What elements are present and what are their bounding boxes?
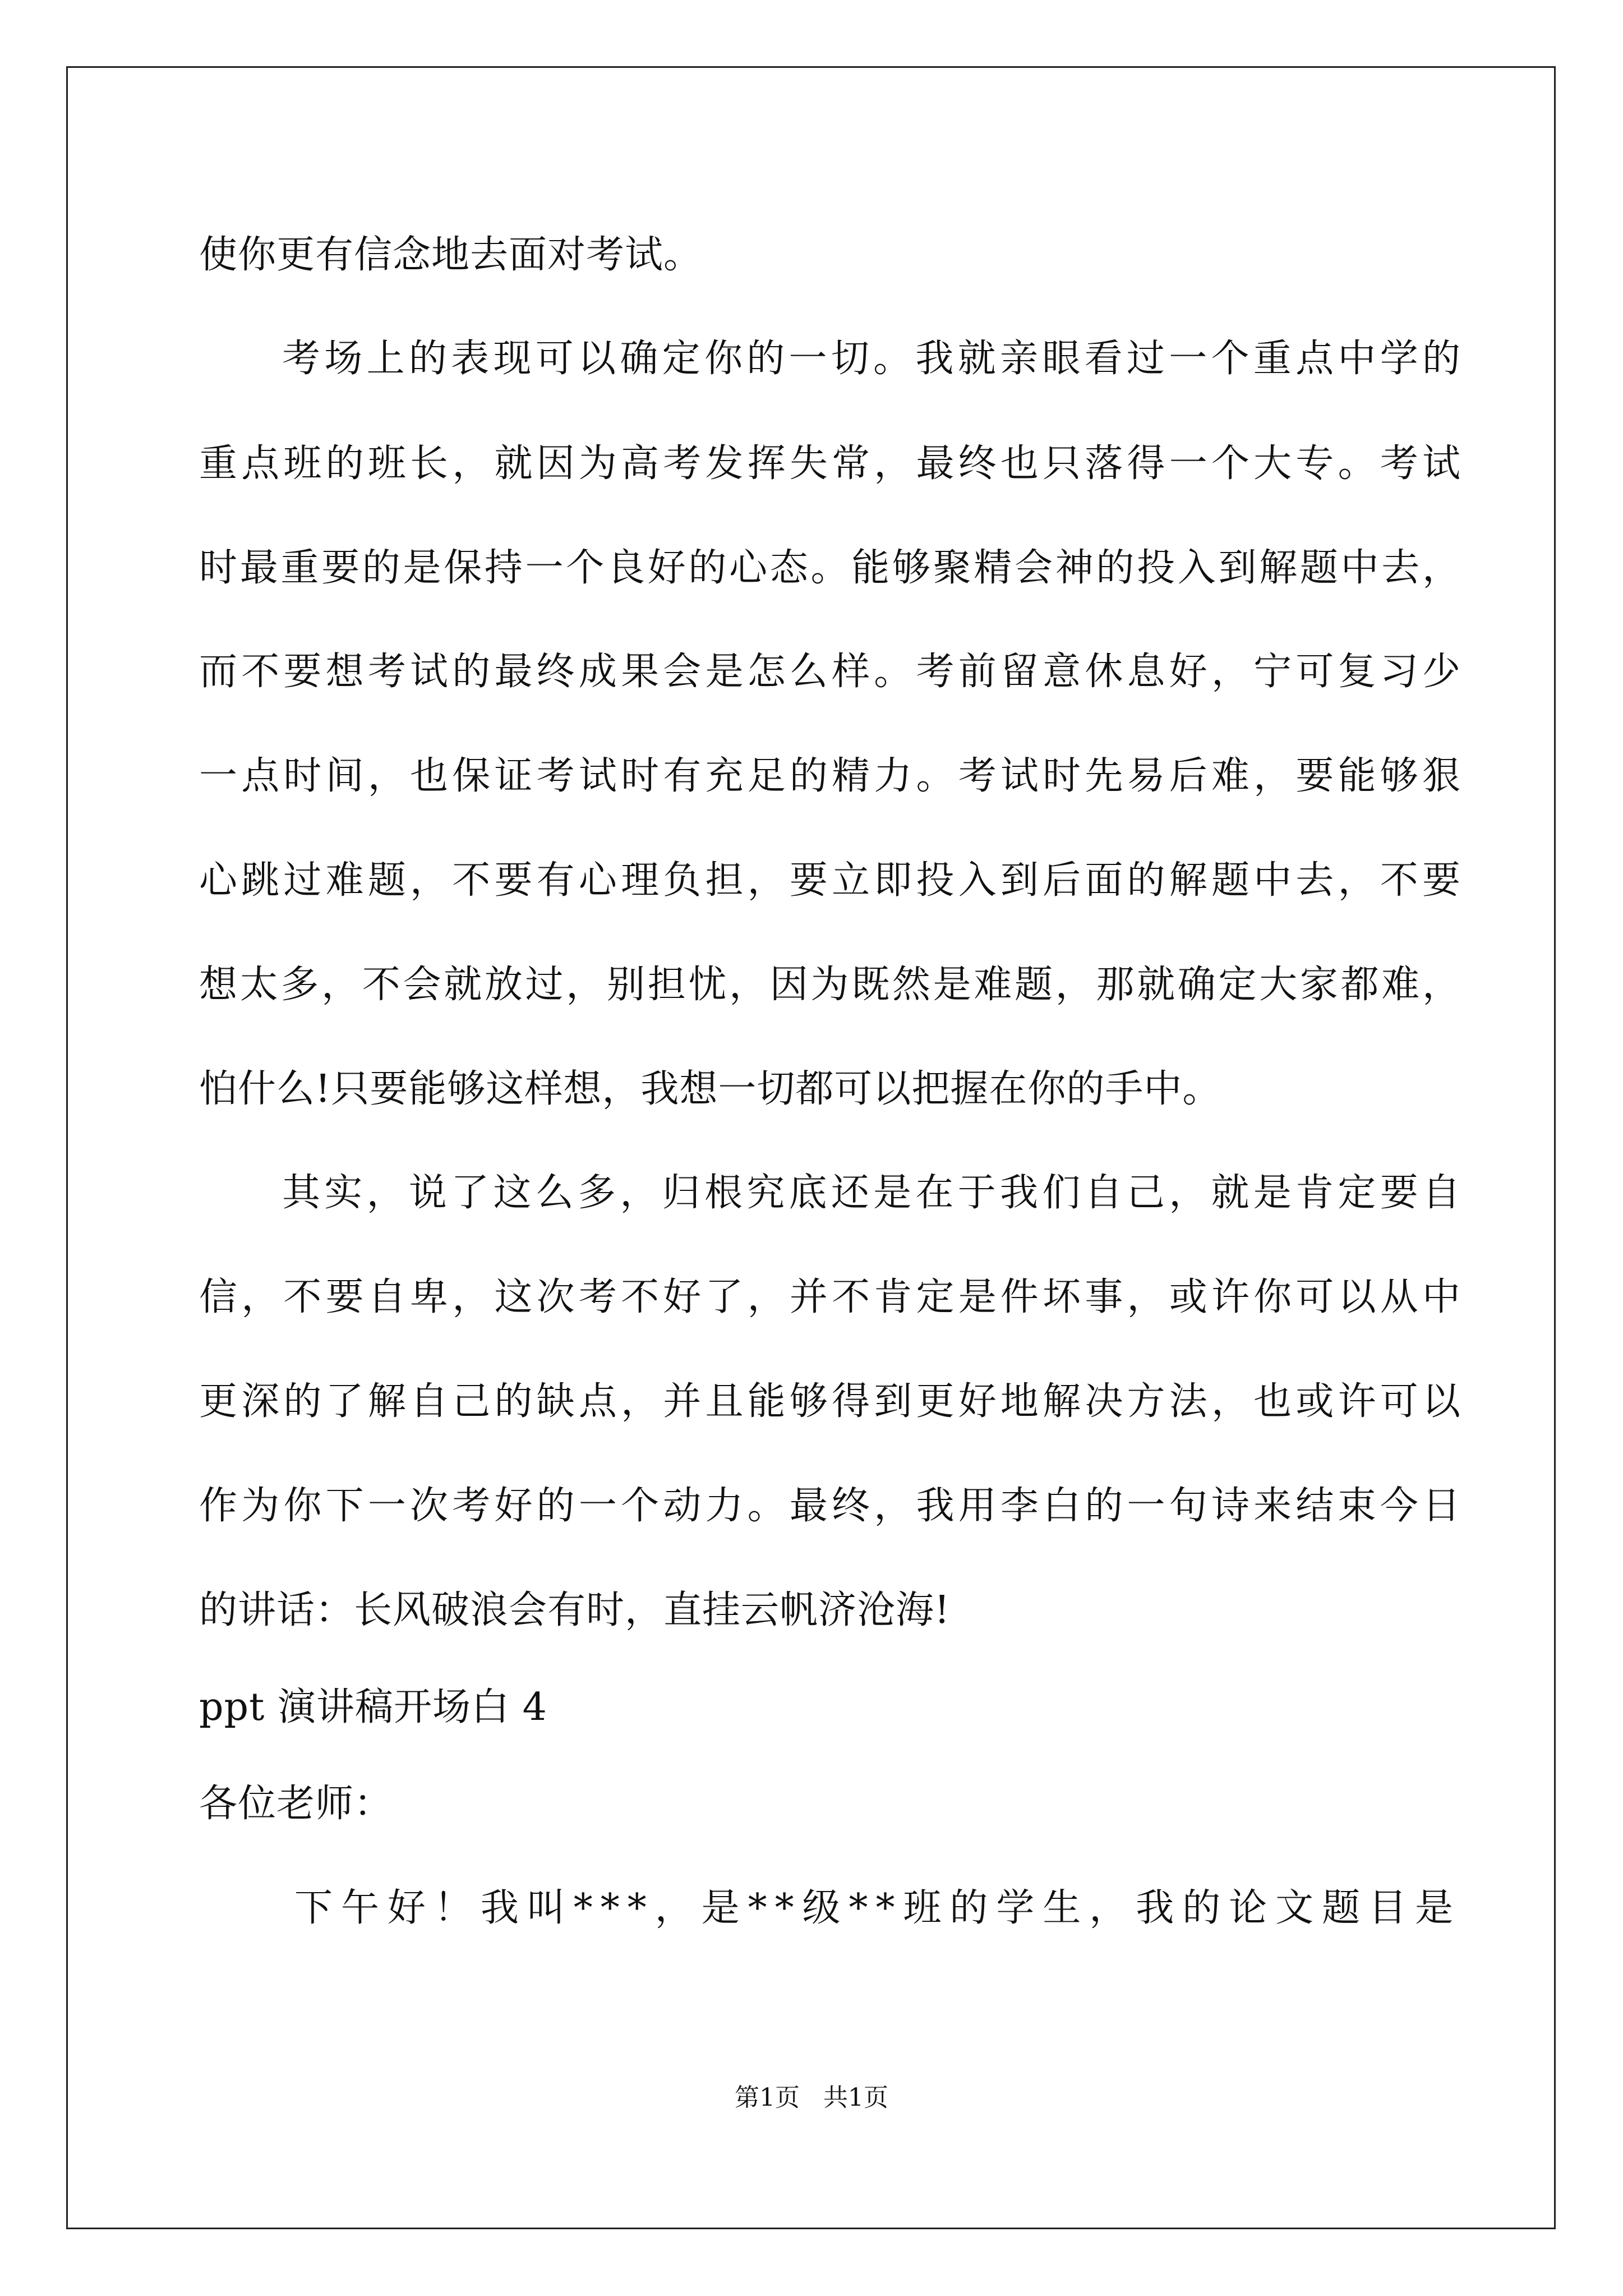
paragraph-start-line: 其实，说了这么多，归根究底还是在于我们自己，就是肯定要自 — [282, 1171, 1461, 1215]
text-line: 使你更有信念地去面对考试。 — [199, 233, 703, 277]
page-footer — [0, 2081, 1623, 2115]
text-line: 更深的了解自己的缺点，并且能够得到更好地解决方法，也或许可以 — [199, 1379, 1461, 1424]
text-line: 时最重要的是保持一个良好的心态。能够聚精会神的投入到解题中去， — [199, 546, 1461, 590]
page-total: 共1页 — [823, 2083, 888, 2112]
section-heading: ppt 演讲稿开场白 4 — [199, 1685, 547, 1729]
text-line: 想太多，不会就放过，别担忧，因为既然是难题，那就确定大家都难， — [199, 963, 1461, 1007]
text-line: 重点班的班长，就因为高考发挥失常，最终也只落得一个大专。考试 — [199, 441, 1461, 486]
paragraph-start-line: 下午好！我叫***，是**级**班的学生，我的论文题目是 — [294, 1886, 1461, 1930]
text-line: 的讲话：长风破浪会有时，直挂云帆济沧海! — [199, 1588, 951, 1632]
page-number: 第1页 — [735, 2083, 800, 2112]
text-line: 信，不要自卑，这次考不好了，并不肯定是件坏事，或许你可以从中 — [199, 1275, 1461, 1319]
text-line: 而不要想考试的最终成果会是怎么样。考前留意休息好，宁可复习少 — [199, 650, 1461, 694]
text-line: 怕什么!只要能够这样想，我想一切都可以把握在你的手中。 — [199, 1067, 1221, 1111]
text-line: 一点时间，也保证考试时有充足的精力。考试时先易后难，要能够狠 — [199, 754, 1461, 798]
text-line: 心跳过难题，不要有心理负担，要立即投入到后面的解题中去，不要 — [199, 858, 1461, 903]
salutation: 各位老师： — [199, 1782, 393, 1826]
text-line: 作为你下一次考好的一个动力。最终，我用李白的一句诗来结束今日 — [199, 1484, 1461, 1528]
paragraph-start-line: 考场上的表现可以确定你的一切。我就亲眼看过一个重点中学的 — [282, 337, 1461, 381]
